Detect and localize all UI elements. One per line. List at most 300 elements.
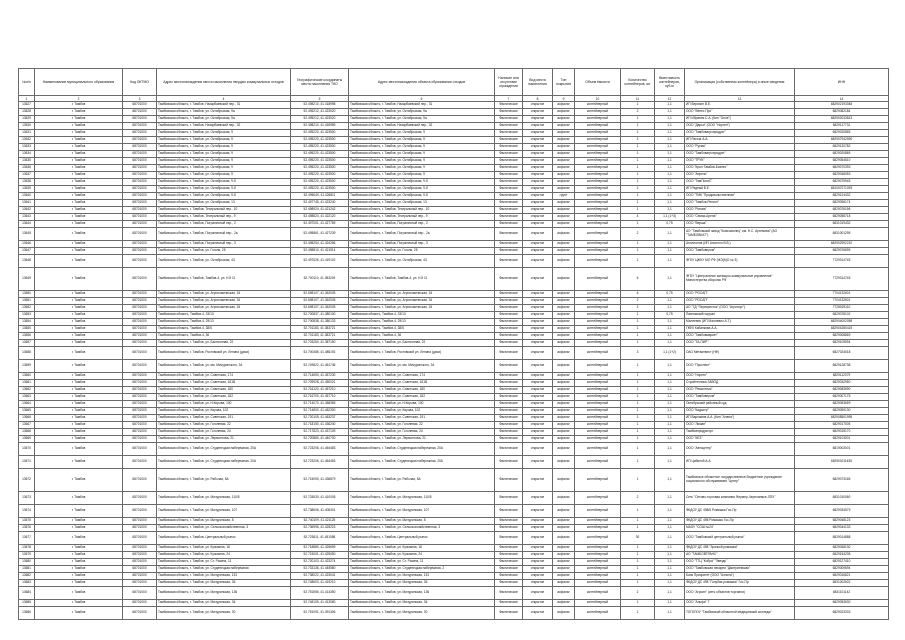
table-cell: 52.495220, 41.423500 xyxy=(291,158,349,165)
table-row xyxy=(19,268,889,291)
table-cell: 6831010060 xyxy=(795,492,889,505)
table-cell: Тамбовская область, г. Тамбов, ул. Октябрьская, 9-б xyxy=(349,193,495,200)
table-cell: 68701000 xyxy=(123,255,157,268)
table-row xyxy=(19,360,889,373)
table-cell: 1,1 xyxy=(655,525,685,532)
table-cell: 13660 xyxy=(19,373,35,380)
table-cell: 1 xyxy=(621,408,655,415)
table-cell: 681000771093 xyxy=(795,186,889,193)
table-cell: 682902033813 xyxy=(795,116,889,123)
table-cell: открытое xyxy=(523,492,553,505)
table-cell: контейнерный xyxy=(575,221,621,228)
table-cell: асфальт xyxy=(553,566,575,573)
table-cell: 6829120782 xyxy=(795,144,889,151)
table-cell: Фактическое xyxy=(495,305,523,312)
table-cell: открытое xyxy=(523,305,553,312)
table-cell: 13665 xyxy=(19,408,35,415)
table-cell: контейнерный xyxy=(575,214,621,221)
table-cell: ООО "Семья-Арена" xyxy=(685,214,795,221)
table-cell: открытое xyxy=(523,415,553,422)
table-cell: Тамбовская область, г. Тамбов, ул. Мичуринская, 151 xyxy=(349,573,495,580)
table-cell: ИП Веряхин В.Е. xyxy=(685,102,795,109)
table-row xyxy=(19,207,889,214)
table-cell: 682900211455 xyxy=(795,456,889,469)
table-cell: 6829058718 xyxy=(795,214,889,221)
table-cell: 6829109594 xyxy=(795,340,889,347)
table-cell: асфальт xyxy=(553,380,575,387)
table-cell: ОАО Метаинвест (НФ) xyxy=(685,347,795,360)
table-cell: асфальт xyxy=(553,443,575,456)
table-row xyxy=(19,559,889,566)
table-row xyxy=(19,492,889,505)
table-cell: 6829154235 xyxy=(795,552,889,559)
table-cell: 1 xyxy=(621,326,655,333)
table-cell: контейнерный xyxy=(575,137,621,144)
table-cell: Тамбовская область, г. Тамбов, ул. Мичуринская, 151 xyxy=(157,573,291,580)
table-cell: открытое xyxy=(523,165,553,172)
table-cell: 13667 xyxy=(19,422,35,429)
table-cell: 1,1 xyxy=(655,151,685,158)
table-cell: Тамбовская область, г. Тамбов, ул. Бастионная, 22 xyxy=(349,340,495,347)
table-cell: 13686 xyxy=(19,607,35,620)
table-cell: Тамбовская область, г. Тамбов, ул. Советская, 161В xyxy=(349,380,495,387)
table-cell: асфальт xyxy=(553,401,575,408)
table-cell: Фактическое xyxy=(495,607,523,620)
table-cell: контейнерный xyxy=(575,552,621,559)
table-row xyxy=(19,456,889,469)
table-cell: г. Тамбов xyxy=(35,165,123,172)
table-cell: 1,1 xyxy=(655,144,685,151)
table-cell: ФГБУ "Центральное жилищно-коммунальное управление" Министерства обороны РФ xyxy=(685,268,795,291)
table-cell: открытое xyxy=(523,347,553,360)
table-cell: г. Тамбов xyxy=(35,333,123,340)
table-cell: г. Тамбов xyxy=(35,228,123,241)
table-cell: Фактическое xyxy=(495,319,523,326)
header-cell: Географические координаты места накопления ТКО xyxy=(291,69,349,96)
table-cell: ООО "Ремонтник" xyxy=(685,387,795,394)
table-cell: открытое xyxy=(523,102,553,109)
table-cell: контейнерный xyxy=(575,600,621,607)
table-row xyxy=(19,228,889,241)
table-cell: открытое xyxy=(523,158,553,165)
table-cell: 52.496040, 41.426811 xyxy=(291,193,349,200)
table-cell: Тамбовская область, г. Тамбов, ул. Ст. Разина, 11 xyxy=(349,559,495,566)
table-cell: асфальт xyxy=(553,559,575,566)
table-cell: 68701000 xyxy=(123,228,157,241)
table-cell: открытое xyxy=(523,333,553,340)
table-cell: Сеть "Оптово-торговая компания Фермер-Черноземье-ЛПХ" xyxy=(685,492,795,505)
table-cell: асфальт xyxy=(553,221,575,228)
table-cell: 6 xyxy=(621,268,655,291)
table-cell: открытое xyxy=(523,214,553,221)
table-cell: 1,1 (1+3) xyxy=(655,214,685,221)
table-cell: контейнерный xyxy=(575,268,621,291)
table-cell: Тамбовская область, г. Тамбов, ул. Н.Кирова, 100 xyxy=(349,401,495,408)
table-cell: асфальт xyxy=(553,415,575,422)
table-cell: 13644 xyxy=(19,221,35,228)
table-cell: открытое xyxy=(523,326,553,333)
table-cell: 52.495212, 41.423020 xyxy=(291,109,349,116)
table-cell: 52.748105, 41.413080 xyxy=(291,600,349,607)
table-row xyxy=(19,255,889,268)
table-row xyxy=(19,291,889,298)
table-cell: 1 xyxy=(621,179,655,186)
table-cell: Тамбовская область, г. Тамбов, ул. Мичуринская, 36 xyxy=(349,580,495,587)
table-cell: 52.495861, 41.427239 xyxy=(291,228,349,241)
table-cell: Тамбовская область, г. Тамбов, ул. Сельскохозяйственная, 3 xyxy=(349,525,495,532)
table-cell: 68701000 xyxy=(123,566,157,573)
table-cell: ООО "Альфа" Т xyxy=(685,600,795,607)
table-cell: 1,1 xyxy=(655,172,685,179)
table-cell: г. Тамбов xyxy=(35,137,123,144)
table-cell: 1 xyxy=(621,566,655,573)
table-cell: асфальт xyxy=(553,248,575,255)
table-cell: 52.495220, 41.423500 xyxy=(291,165,349,172)
table-cell: асфальт xyxy=(553,518,575,525)
table-cell: асфальт xyxy=(553,165,575,172)
table-cell: Тамбовская область, г. Тамбов, ул. Октябрьская, 9 xyxy=(157,144,291,151)
table-cell: г. Тамбов xyxy=(35,326,123,333)
table-cell: контейнерный xyxy=(575,319,621,326)
table-cell: асфальт xyxy=(553,179,575,186)
table-cell: контейнерный xyxy=(575,305,621,312)
column-index-cell: 12 xyxy=(655,96,685,102)
table-cell: 1,1 xyxy=(655,193,685,200)
table-cell: Тамбовская область, г. Тамбов, Центральный рынок xyxy=(349,532,495,545)
table-cell: Тамбовская область, г. Тамбов, Пограничный пер., 2а xyxy=(157,228,291,241)
table-cell: контейнерный xyxy=(575,241,621,248)
table-cell: 1,1 xyxy=(655,102,685,109)
table-cell: Фактическое xyxy=(495,116,523,123)
table-cell: 6829103001 xyxy=(795,436,889,443)
table-cell: 6829053659 xyxy=(795,401,889,408)
header-cell: Наличие или отсутствие ограждения xyxy=(495,69,523,96)
column-index-cell: 3 xyxy=(123,96,157,102)
table-cell: 13685 xyxy=(19,600,35,607)
table-cell: 1 xyxy=(621,186,655,193)
table-cell: 68701000 xyxy=(123,347,157,360)
table-cell: 1,1 xyxy=(655,443,685,456)
table-cell: контейнерный xyxy=(575,518,621,525)
table-cell: Тамбовская область, г. Тамбов, Театральный пер., 9 xyxy=(157,214,291,221)
table-cell: Тамбовская область, г. Тамбов, ул. Мичуринская, 30 xyxy=(349,607,495,620)
table-cell: 0,75 xyxy=(655,312,685,319)
table-cell: 1,1 xyxy=(655,179,685,186)
table-cell: г. Тамбов xyxy=(35,102,123,109)
table-cell: 1,1 xyxy=(655,469,685,492)
table-cell: Тамбовская область, Тамбов-4, 29/13 xyxy=(349,319,495,326)
table-cell: 30 xyxy=(621,532,655,545)
table-row xyxy=(19,333,889,340)
table-cell: г. Тамбов xyxy=(35,305,123,312)
table-cell: 13647 xyxy=(19,248,35,255)
table-cell: 3 xyxy=(621,347,655,360)
table-cell: 68701000 xyxy=(123,340,157,347)
table-cell: Тамбовская область, г. Тамбов, ул. Кузьмина, 16 xyxy=(157,545,291,552)
table-cell: ООО "Тамбовпром" xyxy=(685,394,795,401)
table-cell: 6829044133 xyxy=(795,525,889,532)
table-cell: 1,1 xyxy=(655,360,685,373)
table-cell: Тамбовская область, г. Тамбов, ул. Советская, 191 xyxy=(157,415,291,422)
header-cell: Объем ёмкости xyxy=(575,69,621,96)
table-cell: 1 xyxy=(621,102,655,109)
table-cell: 52.720880, 41.440700 xyxy=(291,436,349,443)
table-cell: асфальт xyxy=(553,573,575,580)
table-cell: открытое xyxy=(523,380,553,387)
table-cell: контейнерный xyxy=(575,559,621,566)
table-cell: 13659 xyxy=(19,360,35,373)
table-cell: 1 xyxy=(621,415,655,422)
table-cell: 52.718880, 41.425659 xyxy=(291,545,349,552)
table-cell: ООО "Тамбовский центральный рынок" xyxy=(685,532,795,545)
table-cell: Фактическое xyxy=(495,158,523,165)
table-cell: открытое xyxy=(523,172,553,179)
table-cell: 1 xyxy=(621,525,655,532)
table-cell: контейнерный xyxy=(575,200,621,207)
table-row xyxy=(19,193,889,200)
table-cell: асфальт xyxy=(553,319,575,326)
table-cell: асфальт xyxy=(553,151,575,158)
table-cell: 1 xyxy=(621,422,655,429)
table-cell: 68701000 xyxy=(123,429,157,436)
table-cell: 13649 xyxy=(19,268,35,291)
table-cell: 1 xyxy=(621,456,655,469)
table-cell: асфальт xyxy=(553,505,575,518)
table-cell: Тамбовская область, г. Тамбов, ул. Мичуринская, 110/5 xyxy=(349,492,495,505)
table-cell: ИП Ибрагим С.А. (Кин "Олле") xyxy=(685,116,795,123)
table-cell: 1 xyxy=(621,401,655,408)
table-cell: 1,1 xyxy=(655,340,685,347)
table-cell: 2 xyxy=(621,492,655,505)
table-cell: 68701000 xyxy=(123,248,157,255)
table-cell: г. Тамбов xyxy=(35,207,123,214)
table-cell: ИП Рагоза А.А. xyxy=(685,137,795,144)
table-cell: асфальт xyxy=(553,102,575,109)
table-cell: Фактическое xyxy=(495,566,523,573)
table-cell: Тамбовская область, г. Тамбов, ул. Агрономическая, 34 xyxy=(349,298,495,305)
table-row xyxy=(19,305,889,312)
table-cell: 13646 xyxy=(19,241,35,248)
table-cell: 0,75 xyxy=(655,221,685,228)
table-cell: Тамбовская область, Тамбов-4, 38/5 xyxy=(157,326,291,333)
table-row xyxy=(19,347,889,360)
table-cell: 6829075945 xyxy=(795,179,889,186)
table-cell: 68701000 xyxy=(123,326,157,333)
table-cell: открытое xyxy=(523,268,553,291)
header-cell: Адрес местонахождения объекта образования отходов xyxy=(349,69,495,96)
table-cell: контейнерный xyxy=(575,123,621,130)
table-cell: 68701000 xyxy=(123,144,157,151)
table-cell: 1 xyxy=(621,144,655,151)
table-cell: АО "ТАМБОВТРАНС" xyxy=(685,552,795,559)
table-cell: 13662 xyxy=(19,387,35,394)
table-row xyxy=(19,312,889,319)
table-cell: г. Тамбов xyxy=(35,443,123,456)
table-cell: Тамбовская область, г. Тамбов, ул. Агрономическая, 34 xyxy=(157,291,291,298)
table-cell: 1,1 xyxy=(655,600,685,607)
table-cell: асфальт xyxy=(553,387,575,394)
table-cell: контейнерный xyxy=(575,186,621,193)
table-cell: Тамбовская область, г. Тамбов, ул. Октябрьская, 13 xyxy=(157,200,291,207)
table-cell: ООО "ТМК "Продовольственная" xyxy=(685,193,795,200)
header-row xyxy=(19,69,889,96)
table-cell: открытое xyxy=(523,401,553,408)
table-cell: открытое xyxy=(523,600,553,607)
table-cell: Тамбовская область, г. Тамбов, ул. Октябрьская, 9-б xyxy=(157,193,291,200)
table-cell: Тамбовская область, Тамбов-4, 33/13 xyxy=(157,312,291,319)
table-cell: г. Тамбов xyxy=(35,255,123,268)
table-cell: Фактическое xyxy=(495,505,523,518)
table-row xyxy=(19,394,889,401)
table-cell: 6829015170 xyxy=(795,429,889,436)
table-cell: 682904002058 xyxy=(795,319,889,326)
table-cell: открытое xyxy=(523,123,553,130)
table-cell: контейнерный xyxy=(575,248,621,255)
table-cell: 1,1 xyxy=(655,422,685,429)
table-cell: ООО "Тамбовпром" xyxy=(685,248,795,255)
table-row xyxy=(19,573,889,580)
table-cell: 52.740109, 41.421125 xyxy=(291,518,349,525)
table-cell: Фактическое xyxy=(495,193,523,200)
table-cell: Фактическое xyxy=(495,429,523,436)
table-cell: 13629 xyxy=(19,116,35,123)
table-cell: г. Тамбов xyxy=(35,469,123,492)
table-cell: г. Тамбов xyxy=(35,408,123,415)
table-cell: 68701000 xyxy=(123,552,157,559)
table-cell: 68701000 xyxy=(123,333,157,340)
table-cell: Фактическое xyxy=(495,408,523,415)
table-cell: 13651 xyxy=(19,298,35,305)
table-cell: контейнерный xyxy=(575,360,621,373)
table-cell: Фактическое xyxy=(495,492,523,505)
table-cell: 68701000 xyxy=(123,151,157,158)
table-cell: асфальт xyxy=(553,552,575,559)
table-cell: Тамбовская область, г. Тамбов, ул. Гоголевая, 22 xyxy=(349,422,495,429)
table-cell: ООО "Автоцентр" xyxy=(685,443,795,456)
table-cell: 1,1 xyxy=(655,123,685,130)
table-cell: 6829016821 xyxy=(795,573,889,580)
table-cell: 7728029110 xyxy=(795,305,889,312)
table-row xyxy=(19,137,889,144)
column-index-cell: 11 xyxy=(621,96,655,102)
table-row xyxy=(19,319,889,326)
registry-sheet xyxy=(18,68,888,620)
table-cell: асфальт xyxy=(553,144,575,151)
table-cell: 68701000 xyxy=(123,505,157,518)
table-cell: 52.717823, 41.437109 xyxy=(291,429,349,436)
table-row xyxy=(19,144,889,151)
table-cell: Тамбовская область, г. Тамбов, Центральный рынок xyxy=(157,532,291,545)
table-cell: Тамбовская область, г. Тамбов, ул. Октябрьская, 9-б xyxy=(349,179,495,186)
table-cell: контейнерный xyxy=(575,165,621,172)
table-cell: 52.498824, 41.422120 xyxy=(291,214,349,221)
table-row xyxy=(19,248,889,255)
table-cell: г. Тамбов xyxy=(35,109,123,116)
table-cell: 68701000 xyxy=(123,137,157,144)
table-cell: 52.714800, 41.462300 xyxy=(291,408,349,415)
table-cell: открытое xyxy=(523,340,553,347)
table-cell: 52.733136, 41.445580 xyxy=(291,566,349,573)
table-cell: 52.498210, 41.418998 xyxy=(291,102,349,109)
table-cell: 68701000 xyxy=(123,291,157,298)
table-cell: Тамбовская область, г. Тамбов, ул. Советская, 161В xyxy=(157,380,291,387)
table-cell: 13682 xyxy=(19,573,35,580)
table-cell: Тамбовская область, г. Тамбов, Пограничный пер., 2а xyxy=(349,228,495,241)
table-cell: 1 xyxy=(621,241,655,248)
table-cell: Фактическое xyxy=(495,326,523,333)
table-cell: открытое xyxy=(523,255,553,268)
table-cell: 52.718150, 41.436240 xyxy=(291,422,349,429)
table-cell: Тамбовская область, г. Тамбов, ул. Октябрьская, 13 xyxy=(349,200,495,207)
table-cell: Фактическое xyxy=(495,573,523,580)
table-cell: открытое xyxy=(523,587,553,600)
table-cell: г. Тамбов xyxy=(35,172,123,179)
table-row xyxy=(19,158,889,165)
table-row xyxy=(19,123,889,130)
table-cell: Тамбовская область, г. Тамбов, ул. Октябрьская, 9-б xyxy=(349,186,495,193)
table-cell: ГКФХ Кабанкова А.А. xyxy=(685,326,795,333)
table-cell: ООО "Тамбовагропродукт" xyxy=(685,130,795,137)
table-cell: Тамбовская область, г. Тамбов, ул. Бастионная, 22 xyxy=(157,340,291,347)
table-cell: Тамбовская область, г. Тамбов, Студенецкая набережная, 20А xyxy=(349,456,495,469)
table-cell: Фактическое xyxy=(495,552,523,559)
table-row xyxy=(19,607,889,620)
table-cell: контейнерный xyxy=(575,525,621,532)
table-cell: Фактическое xyxy=(495,200,523,207)
table-cell: контейнерный xyxy=(575,505,621,518)
table-cell: Фактическое xyxy=(495,333,523,340)
table-cell: открытое xyxy=(523,532,553,545)
table-cell: Тамбовская область, г. Тамбов, ул. Октябрьская, 9 xyxy=(349,144,495,151)
table-cell: контейнерный xyxy=(575,456,621,469)
table-cell: ООО "Тамбовагропродукт" xyxy=(685,151,795,158)
table-cell: Тамбовская область, г. Тамбов, ул. Гоголевая, 24 xyxy=(157,429,291,436)
table-cell: 6829020865 xyxy=(795,130,889,137)
table-cell: 52.700486, 41.485192 xyxy=(291,347,349,360)
table-cell: Фактическое xyxy=(495,443,523,456)
table-cell: асфальт xyxy=(553,228,575,241)
table-cell: Тамбовская область, г. Тамбов, ул. Агрономическая, 34 xyxy=(157,305,291,312)
table-row xyxy=(19,241,889,248)
table-cell: Фактическое xyxy=(495,172,523,179)
table-cell: открытое xyxy=(523,137,553,144)
table-cell: 6829076156 xyxy=(795,207,889,214)
table-cell: контейнерный xyxy=(575,340,621,347)
table-cell: Тамбовская область, г. Тамбов, ул. Советская, 180 xyxy=(349,387,495,394)
table-row xyxy=(19,373,889,380)
table-cell: 1 xyxy=(621,207,655,214)
table-cell: г. Тамбов xyxy=(35,221,123,228)
table-cell: ООО "Крыт Тамбов-Бизнес" xyxy=(685,165,795,172)
table-cell: г. Тамбов xyxy=(35,179,123,186)
table-cell: 13683 xyxy=(19,580,35,587)
table-cell: 6 xyxy=(621,291,655,298)
table-cell: 68701000 xyxy=(123,600,157,607)
table-cell: Фактическое xyxy=(495,380,523,387)
table-cell: 1 xyxy=(621,123,655,130)
table-cell: Тамбовская область, г. Тамбов, ул. Октябрьская, 9 xyxy=(157,130,291,137)
table-cell: 1,1 xyxy=(655,326,685,333)
table-cell: 13669 xyxy=(19,436,35,443)
table-cell: Тамбовская область, г. Тамбов, ул. Кузьмина, 24 xyxy=(157,552,291,559)
table-cell: 13670 xyxy=(19,443,35,456)
table-cell: Тамбовская область, г. Тамбов, ул. Мичуринская, 36 xyxy=(157,600,291,607)
table-cell: асфальт xyxy=(553,268,575,291)
table-cell: асфальт xyxy=(553,255,575,268)
table-cell: асфальт xyxy=(553,373,575,380)
table-cell: 13632 xyxy=(19,137,35,144)
table-cell: 52.701183, 41.383721 xyxy=(291,333,349,340)
